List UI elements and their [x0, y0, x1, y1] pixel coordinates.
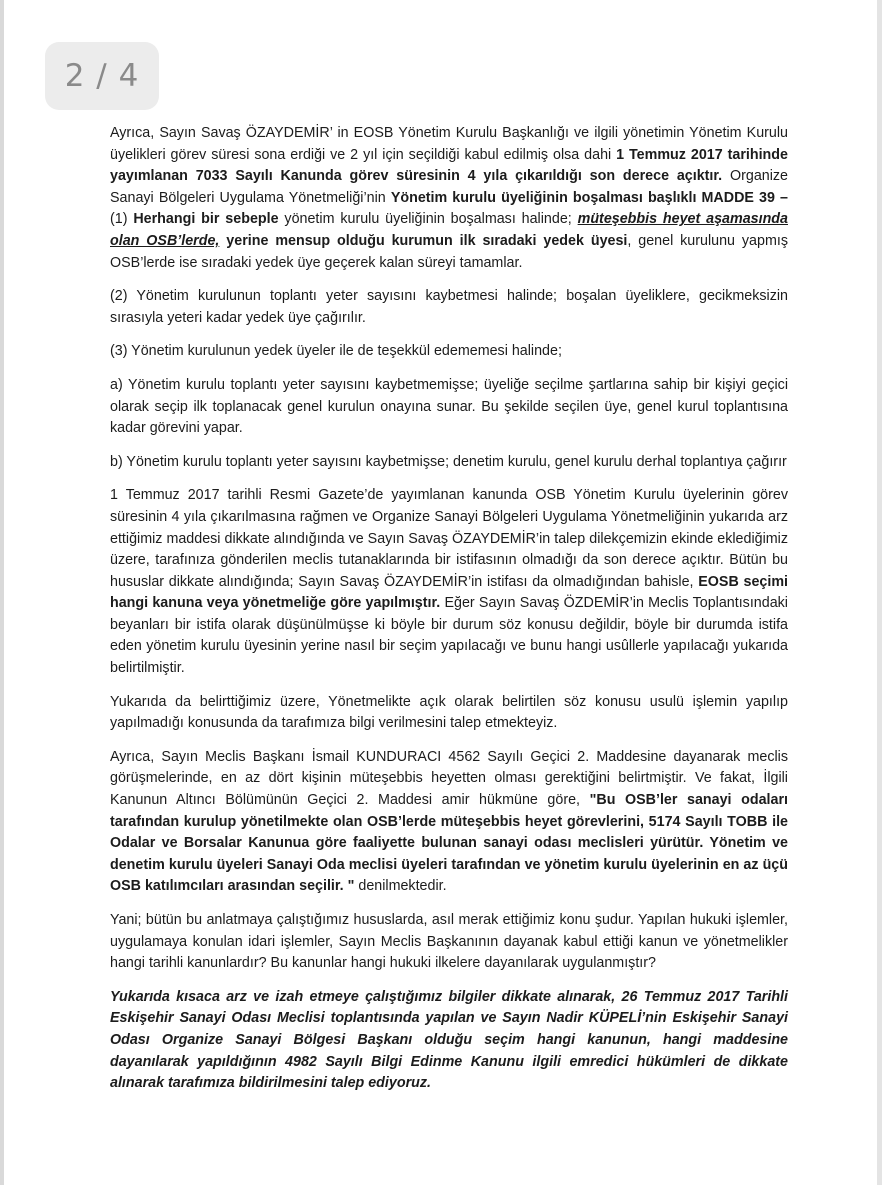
- paragraph-5: b) Yönetim kurulu toplantı yeter sayısını kaybetmişse; denetim kurulu, genel kurulu derhal toplantıya çağırır: [110, 453, 787, 470]
- p1-underlined-1: müteşebbis heyet aşamasında olan OSB’lerde,: [110, 211, 788, 249]
- paragraph-6: [110, 485, 788, 679]
- p6-bold-1: EOSB seçimi hangi kanuna veya yönetmeliğe göre yapılmıştır.: [110, 573, 789, 612]
- paragraph-2: (2) Yönetim kurulunun toplantı yeter sayısını kaybetmesi halinde; boşalan üyeliklere, gecikmeksizin sırasıyla yeteri kadar yedek üye çağırılır.: [110, 288, 788, 326]
- p8-text-2: denilmektedir.: [354, 878, 447, 895]
- p1-text-5: , genel kurulunu yapmış OSB’lerde ise sıradaki yedek üye geçerek kalan süreyi tamamlar.: [110, 232, 788, 271]
- paragraph-10: Yukarıda kısaca arz ve izah etmeye çalıştığımız bilgiler dikkate alınarak, 26 Temmuz 2017 Tarihli Eskişehir Sanayi Odası Meclisi toplantısında yapılan ve Sayın Nadir KÜPELİ’nin Eskişehir Sanayi Odası Organize Sanayi Bölgesi Başkanı olduğu seçim hangi kanunun, hangi maddesine dayanılarak yapıldığının 4982 Sayılı Bilgi Edinme Kanunu ilgili emredici hükümleri de dikkate alınarak tarafımıza bildirilmesini talep ediyoruz.: [110, 988, 788, 1092]
- p6-text-2: Eğer Sayın Savaş ÖZDEMİR’in Meclis Toplantısındaki beyanları bir istifa olarak düşünülmüşse ki böyle bir durum söz konusu değildir, böyle bir durumda istifa eden yönetim kurulu üyesinin yerine nasıl bir seçim yapılacağı ve bunu hangi usûllerle yapılacağı yukarıda belirtilmiştir.: [110, 595, 788, 677]
- p1-bold-4: yerine mensup olduğu kurumun ilk sıradaki yedek üyesi: [219, 232, 628, 249]
- p1-text-3: (1): [110, 211, 134, 228]
- paragraph-7: Yukarıda da belirttiğimiz üzere, Yönetmelikte açık olarak belirtilen söz konusu usulü işlemin yapılıp yapılmadığı konusunda da tarafımıza bilgi verilmesini talep etmekteyiz.: [110, 693, 788, 732]
- p1-bold-1: 1 Temmuz 2017 tarihinde yayımlanan 7033 Sayılı Kanunda görev süresinin 4 yıla çıkarıldığı son derece açıktır.: [110, 146, 788, 185]
- p1-text-4: yönetim kurulu üyeliğinin boşalması halinde;: [278, 211, 578, 228]
- page-edge-right: [877, 0, 882, 1185]
- p8-bold-1: "Bu OSB’ler sanayi odaları tarafından kurulup yönetilmekte olan OSB’lerde müteşebbis heyet görevlerini, 5174 Sayılı TOBB ile Odalar ve Borsalar Kanunua göre faaliyette bulunan sanayi odası meclisleri yürütür. Yönetim ve denetim kurulu üyeleri Sanayi Oda meclisi üyeleri tarafından ve yönetim kurulu üyelerinin en az üçü OSB katılımcıları arasından seçilir. ": [110, 792, 788, 895]
- page-edge-left: [0, 0, 4, 1185]
- page-indicator: 2 / 4: [45, 42, 159, 110]
- paragraph-3: (3) Yönetim kurulunun yedek üyeler ile de teşekkül edememesi halinde;: [110, 343, 562, 360]
- document-body: [110, 123, 788, 1107]
- paragraph-8: [110, 747, 788, 898]
- paragraph-4: a) Yönetim kurulu toplantı yeter sayısını kaybetmemişse; üyeliğe seçilme şartlarına sahip bir kişiyi geçici olarak seçip ilk toplanacak genel kurulun onayına sunar. Bu şekilde seçilen üye, genel kurul toplantısına kadar görevini yapar.: [110, 376, 788, 437]
- paragraph-1: [110, 123, 788, 274]
- p8-text-1: Ayrıca, Sayın Meclis Başkanı İsmail KUNDURACI 4562 Sayılı Geçici 2. Maddesine dayanarak meclis görüşmelerinde, en az dört kişinin müteşebbis heyetten olması gerektiğini belirtmiştir. Ve fakat, İlgili Kanunun Altıncı Bölümünün Geçici 2. Maddesi amir hükmüne göre,: [110, 748, 788, 809]
- p1-bold-2: Yönetim kurulu üyeliğinin boşalması başlıklı MADDE 39 –: [390, 189, 788, 206]
- p1-bold-3: Herhangi bir sebeple: [133, 211, 279, 228]
- p1-text-2: Organize Sanayi Bölgeleri Uygulama Yönetmeliği’nin: [110, 168, 788, 206]
- paragraph-9: Yani; bütün bu anlatmaya çalıştığımız hususlarda, asıl merak ettiğimiz konu şudur. Yapılan hukuki işlemler, uygulamaya konulan idari işlemler, Sayın Meclis Başkanının dayanak kabul ettiği kanun ve yönetmelikler hangi tarihli kanunlardır? Bu kanunlar hangi hukuki ilkelere dayanılarak uygulanmıştır?: [110, 912, 788, 972]
- p1-text-1: Ayrıca, Sayın Savaş ÖZAYDEMİR’ in EOSB Yönetim Kurulu Başkanlığı ve ilgili yönetimin Yönetim Kurulu üyelikleri görev süresi sona erdiği ve 2 yıl için seçildiği kabul edilmiş olsa dahi: [110, 125, 788, 163]
- p6-text-1: 1 Temmuz 2017 tarihli Resmi Gazete’de yayımlanan kanunda OSB Yönetim Kurulu üyelerinin görev süresinin 4 yıla çıkarılmasına rağmen ve Organize Sanayi Bölgeleri Uygulama Yönetmeliğinin yukarıda arz ettiğimiz maddesi dikkate alındığında ve Sayın Savaş ÖZAYDEMİR’in talep dilekçemizin ekinde eklediğimiz üzere, tarafınıza gönderilen meclis tutanaklarında bir istifasının olmadığı da son derece açıktır. Bütün bu hususlar dikkate alındığında; Sayın Savaş ÖZAYDEMİR’in istifası da olmadığından bahisle,: [110, 487, 788, 590]
